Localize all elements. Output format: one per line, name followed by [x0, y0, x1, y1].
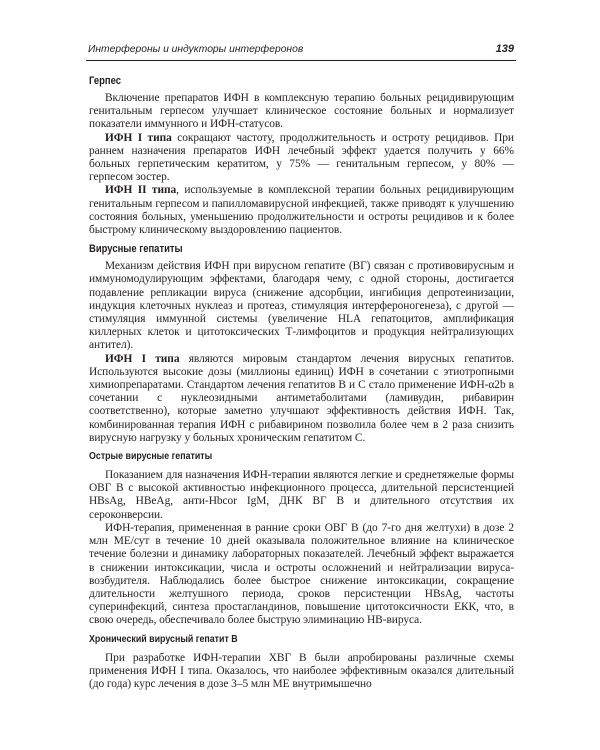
- paragraph-text: являются мировым стандартом лечения вирусных гепатитов. Используются высокие дозы (миллионы единиц) ИФН в сочетании с этиотропными химиопрепаратами. Стандартом лечения гепатитов В и С стало применение ИФН-α2b в сочетании с нуклеозидными антиметаболитами (ламивудин, рибавирин соответственно), которые заметно улучшают эффективность действия ИФН. Так, комбинированная терапия ИФН с рибавирином позволила более чем в 2 раза снизить вирусную нагрузку у больных хроническим гепатитом С.: [89, 352, 514, 444]
- paragraph: Показанием для назначения ИФН-терапии являются легкие и среднетяжелые формы ОВГ В с высокой активностью инфекционного процесса, длительной персистенцией HBsAg, HBeAg, анти-Hbcor IgM, ДНК ВГ В и длительного отсутствия их сероконверсии.: [89, 469, 514, 521]
- body-text: [89, 69, 514, 691]
- paragraph: ИФН-терапия, примененная в ранние сроки ОВГ В (до 7-го дня желтухи) в дозе 2 млн МЕ/сут в течение 10 дней оказывала положительное влияние на клиническое течение болезни и динамику лабораторных показателей. Лечебный эффект выражается в снижении интоксикации, числа и остроты осложнений и нейтрализации вируса-возбудителя. Наблюдались более быстрое снижение интоксикации, сокращение длительности желтушного периода, сроков персистенции HBsAg, частоты суперинфекций, синтеза простагландинов, повышение цитотоксичности ЕКК, что, в свою очередь, обеспечивало более быструю элиминацию НВ-вируса.: [89, 521, 514, 627]
- page-number: 139: [495, 43, 514, 55]
- paragraph: Включение препаратов ИФН в комплексную терапию больных рецидивирующим генитальным герпесом улучшает клиническое состояние больных и нормализует показатели иммунного и ИФН-статусов.: [89, 92, 514, 131]
- section-heading-herpes: Герпес: [89, 75, 122, 87]
- paragraph: При разработке ИФН-терапии ХВГ В были апробированы различные схемы применения ИФН I типа. Оказалось, что наиболее эффективным оказался длительный (до года) курс лечения в дозе 3–5 млн МЕ внутримышечно: [89, 651, 514, 690]
- paragraph-lead-term: ИФН II типа: [105, 184, 177, 197]
- paragraph: Механизм действия ИФН при вирусном гепатите (ВГ) связан с противовирусным и иммуномодулирующим эффектами, благодаря чему, с одной стороны, достигается подавление репликации вируса (снижение адсорбции, ингибиция депротеинизации, индукция клеточных нуклеаз и протеаз, стимуляция интерфероногенеза), с другой — стимуляция иммунной системы (увеличение HLA гепатоцитов, амплификация киллерных клеток и цитотоксических Т-лимфоцитов и продукция нейтрализующих антител).: [89, 260, 514, 352]
- paragraph-text: , используемые в комплексной терапии больных рецидивирующим генитальным герпесом и папилломавирусной инфекцией, также приводят к улучшению состояния больных, уменьшению продолжительности и остроты рецидивов и к более быстрому клиническому выздоровлению пациентов.: [89, 184, 514, 237]
- running-head: [86, 43, 516, 61]
- paragraph-lead-term: ИФН I типа: [105, 131, 172, 144]
- paragraph-lead-term: ИФН I типа: [105, 352, 180, 365]
- section-heading-acute-hepatitis: Острые вирусные гепатиты: [89, 451, 213, 463]
- paragraph: [89, 132, 514, 185]
- section-heading-viral-hepatitis: Вирусные гепатиты: [89, 243, 183, 256]
- running-title: Интерфероны и индукторы интерферонов: [88, 44, 304, 55]
- paragraph: [89, 353, 514, 445]
- section-heading-chronic-hepatitis: Хронический вирусный гепатит В: [89, 633, 238, 645]
- paragraph-text: сокращают частоту, продолжительность и остроту рецидивов. При раннем назначения препаратов ИФН лечебный эффект удается получить у 66% больных герпетическим кератитом, у 75% — генитальным герпесом, у 80% — герпесом зостер.: [89, 131, 514, 184]
- paragraph: [89, 184, 514, 237]
